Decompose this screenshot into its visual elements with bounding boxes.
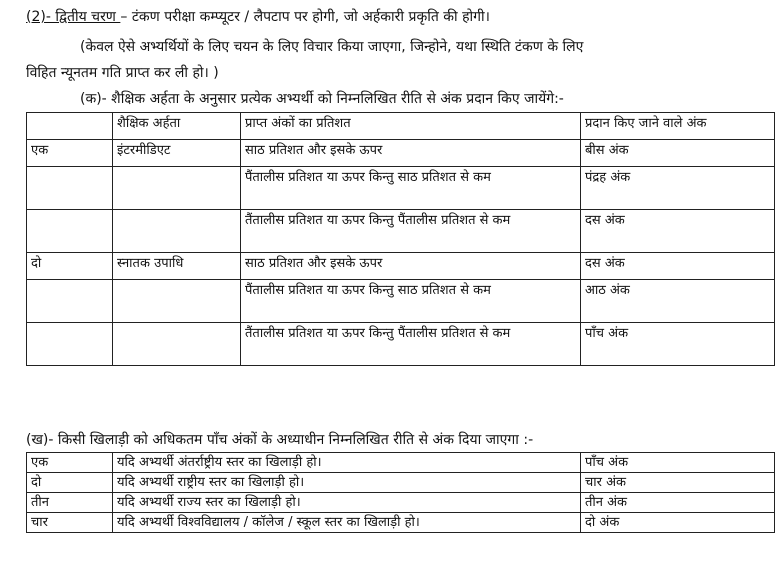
serial-cell: [27, 210, 113, 253]
percentage-cell: साठ प्रतिशत और इसके ऊपर: [241, 253, 581, 280]
table-row: [27, 323, 775, 366]
condition-cell: यदि अभ्यर्थी राष्ट्रीय स्तर का खिलाड़ी हो।: [113, 473, 581, 493]
serial-cell: [27, 323, 113, 366]
stage-heading-label: (2)- द्वितीय चरण: [26, 9, 121, 25]
percentage-cell: साठ प्रतिशत और इसके ऊपर: [241, 140, 581, 167]
marks-cell: पाँच अंक: [581, 323, 775, 366]
academic-marks-table: [26, 112, 775, 366]
marks-cell: दस अंक: [581, 253, 775, 280]
stage-heading-text: – टंकण परीक्षा कम्प्यूटर / लैपटाप पर होगी, जो अर्हकारी प्रकृति की होगी।: [120, 9, 490, 25]
condition-cell: यदि अभ्यर्थी अंतर्राष्ट्रीय स्तर का खिलाड़ी हो।: [113, 453, 581, 473]
serial-cell: एक: [27, 140, 113, 167]
marks-cell: तीन अंक: [581, 493, 775, 513]
table-row: [27, 140, 775, 167]
marks-cell: चार अंक: [581, 473, 775, 493]
stage-heading: [26, 8, 490, 26]
serial-cell: दो: [27, 473, 113, 493]
marks-cell: आठ अंक: [581, 280, 775, 323]
marks-cell: दस अंक: [581, 210, 775, 253]
marks-cell: दो अंक: [581, 513, 775, 533]
header-cell: प्रदान किए जाने वाले अंक: [581, 113, 775, 140]
note-line-2: विहित न्यूनतम गति प्राप्त कर ली हो। ): [26, 65, 219, 81]
header-cell: शैक्षिक अर्हता: [113, 113, 241, 140]
serial-cell: तीन: [27, 493, 113, 513]
qualification-cell: [113, 210, 241, 253]
percentage-cell: तैंतालीस प्रतिशत या ऊपर किन्तु पैंतालीस प्रतिशत से कम: [241, 323, 581, 366]
marks-cell: पाँच अंक: [581, 453, 775, 473]
serial-cell: एक: [27, 453, 113, 473]
marks-cell: बीस अंक: [581, 140, 775, 167]
condition-cell: यदि अभ्यर्थी विश्वविद्यालय / कॉलेज / स्कूल स्तर का खिलाड़ी हो।: [113, 513, 581, 533]
header-cell: प्राप्त अंकों का प्रतिशत: [241, 113, 581, 140]
percentage-cell: पैंतालीस प्रतिशत या ऊपर किन्तु साठ प्रतिशत से कम: [241, 280, 581, 323]
serial-cell: दो: [27, 253, 113, 280]
table-row: [27, 493, 775, 513]
serial-cell: चार: [27, 513, 113, 533]
qualification-cell: [113, 167, 241, 210]
qualification-cell: [113, 280, 241, 323]
qualification-cell: स्नातक उपाधि: [113, 253, 241, 280]
table-row: [27, 513, 775, 533]
sports-marks-table: [26, 452, 775, 533]
table-row: [27, 210, 775, 253]
percentage-cell: तैंतालीस प्रतिशत या ऊपर किन्तु पैंतालीस प्रतिशत से कम: [241, 210, 581, 253]
table-row: [27, 253, 775, 280]
table-row: [27, 453, 775, 473]
section-a-caption: (क)- शैक्षिक अर्हता के अनुसार प्रत्येक अभ्यर्थी को निम्नलिखित रीति से अंक प्रदान किए जायेंगे:-: [80, 91, 564, 107]
table-row: [27, 280, 775, 323]
serial-cell: [27, 167, 113, 210]
condition-cell: यदि अभ्यर्थी राज्य स्तर का खिलाड़ी हो।: [113, 493, 581, 513]
note-line-1: (केवल ऐसे अभ्यर्थियों के लिए चयन के लिए विचार किया जाएगा, जिन्होने, यथा स्थिति टंकण के लिए: [80, 39, 584, 55]
qualification-cell: इंटरमीडिएट: [113, 140, 241, 167]
serial-cell: [27, 280, 113, 323]
qualification-cell: [113, 323, 241, 366]
table-row: [27, 167, 775, 210]
table-row: [27, 473, 775, 493]
percentage-cell: पैंतालीस प्रतिशत या ऊपर किन्तु साठ प्रतिशत से कम: [241, 167, 581, 210]
section-b-caption: (ख)- किसी खिलाड़ी को अधिकतम पाँच अंकों के अध्याधीन निम्नलिखित रीति से अंक दिया जाएगा :-: [26, 432, 534, 448]
marks-cell: पंद्रह अंक: [581, 167, 775, 210]
table-header-row: [27, 113, 775, 140]
header-cell: [27, 113, 113, 140]
